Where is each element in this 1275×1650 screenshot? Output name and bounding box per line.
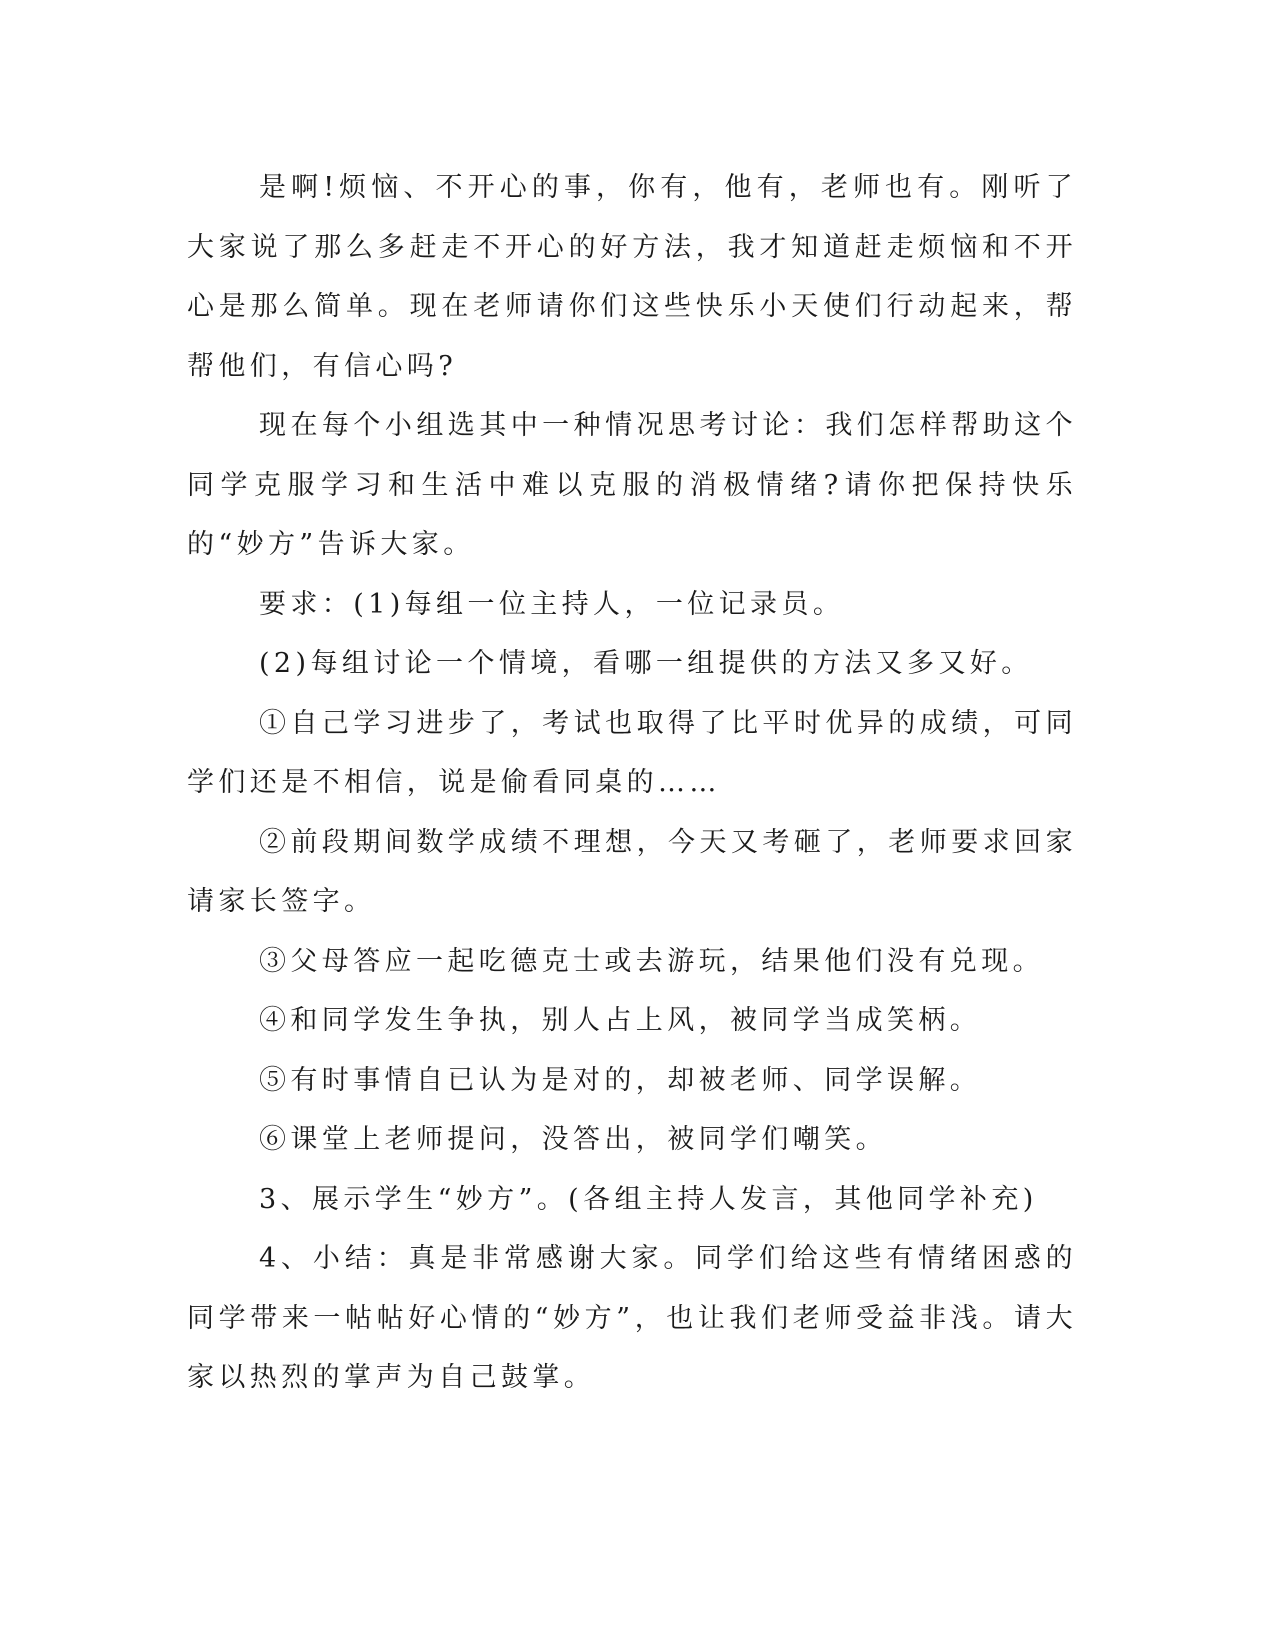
scenario-5: ⑤有时事情自已认为是对的，却被老师、同学误解。 [259,1064,982,1096]
scenario-6: ⑥课堂上老师提问，没答出，被同学们嘲笑。 [259,1124,887,1155]
paragraph-requirement-2: (2)每组讨论一个情境，看哪一组提供的方法又多又好。 [259,648,1033,679]
scenario-3: ③父母答应一起吃德克士或去游玩，结果他们没有兑现。 [259,945,1044,977]
paragraph-requirement-1: 要求：(1)每组一位主持人，一位记录员。 [259,588,845,620]
paragraph-group-task: 现在每个小组选其中一种情况思考讨论：我们怎样帮助这个同学克服学习和生活中难以克服的消极情绪?请你把保持快乐的“妙方”告诉大家。 [187,410,1077,560]
paragraph-step-4-summary: 4、小结：真是非常感谢大家。同学们给这些有情绪困惑的同学带来一帖帖好心情的“妙方”，也让我们老师受益非浅。请大家以热烈的掌声为自己鼓掌。 [187,1243,1077,1393]
document-body [187,158,1077,1408]
scenario-2: ②前段期间数学成绩不理想，今天又考砸了，老师要求回家请家长签字。 [187,826,1077,917]
paragraph-step-3: 3、展示学生“妙方”。(各组主持人发言，其他同学补充) [259,1183,1038,1215]
paragraph-opening: 是啊!烦恼、不开心的事，你有，他有，老师也有。刚听了大家说了那么多赶走不开心的好方法，我才知道赶走烦恼和不开心是那么简单。现在老师请你们这些快乐小天使们行动起来，帮帮他们，有信心吗? [187,172,1077,382]
scenario-1: ①自己学习进步了，考试也取得了比平时优异的成绩，可同学们还是不相信，说是偷看同桌的…… [187,707,1077,798]
scenario-4: ④和同学发生争执，别人占上风，被同学当成笑柄。 [259,1005,982,1036]
